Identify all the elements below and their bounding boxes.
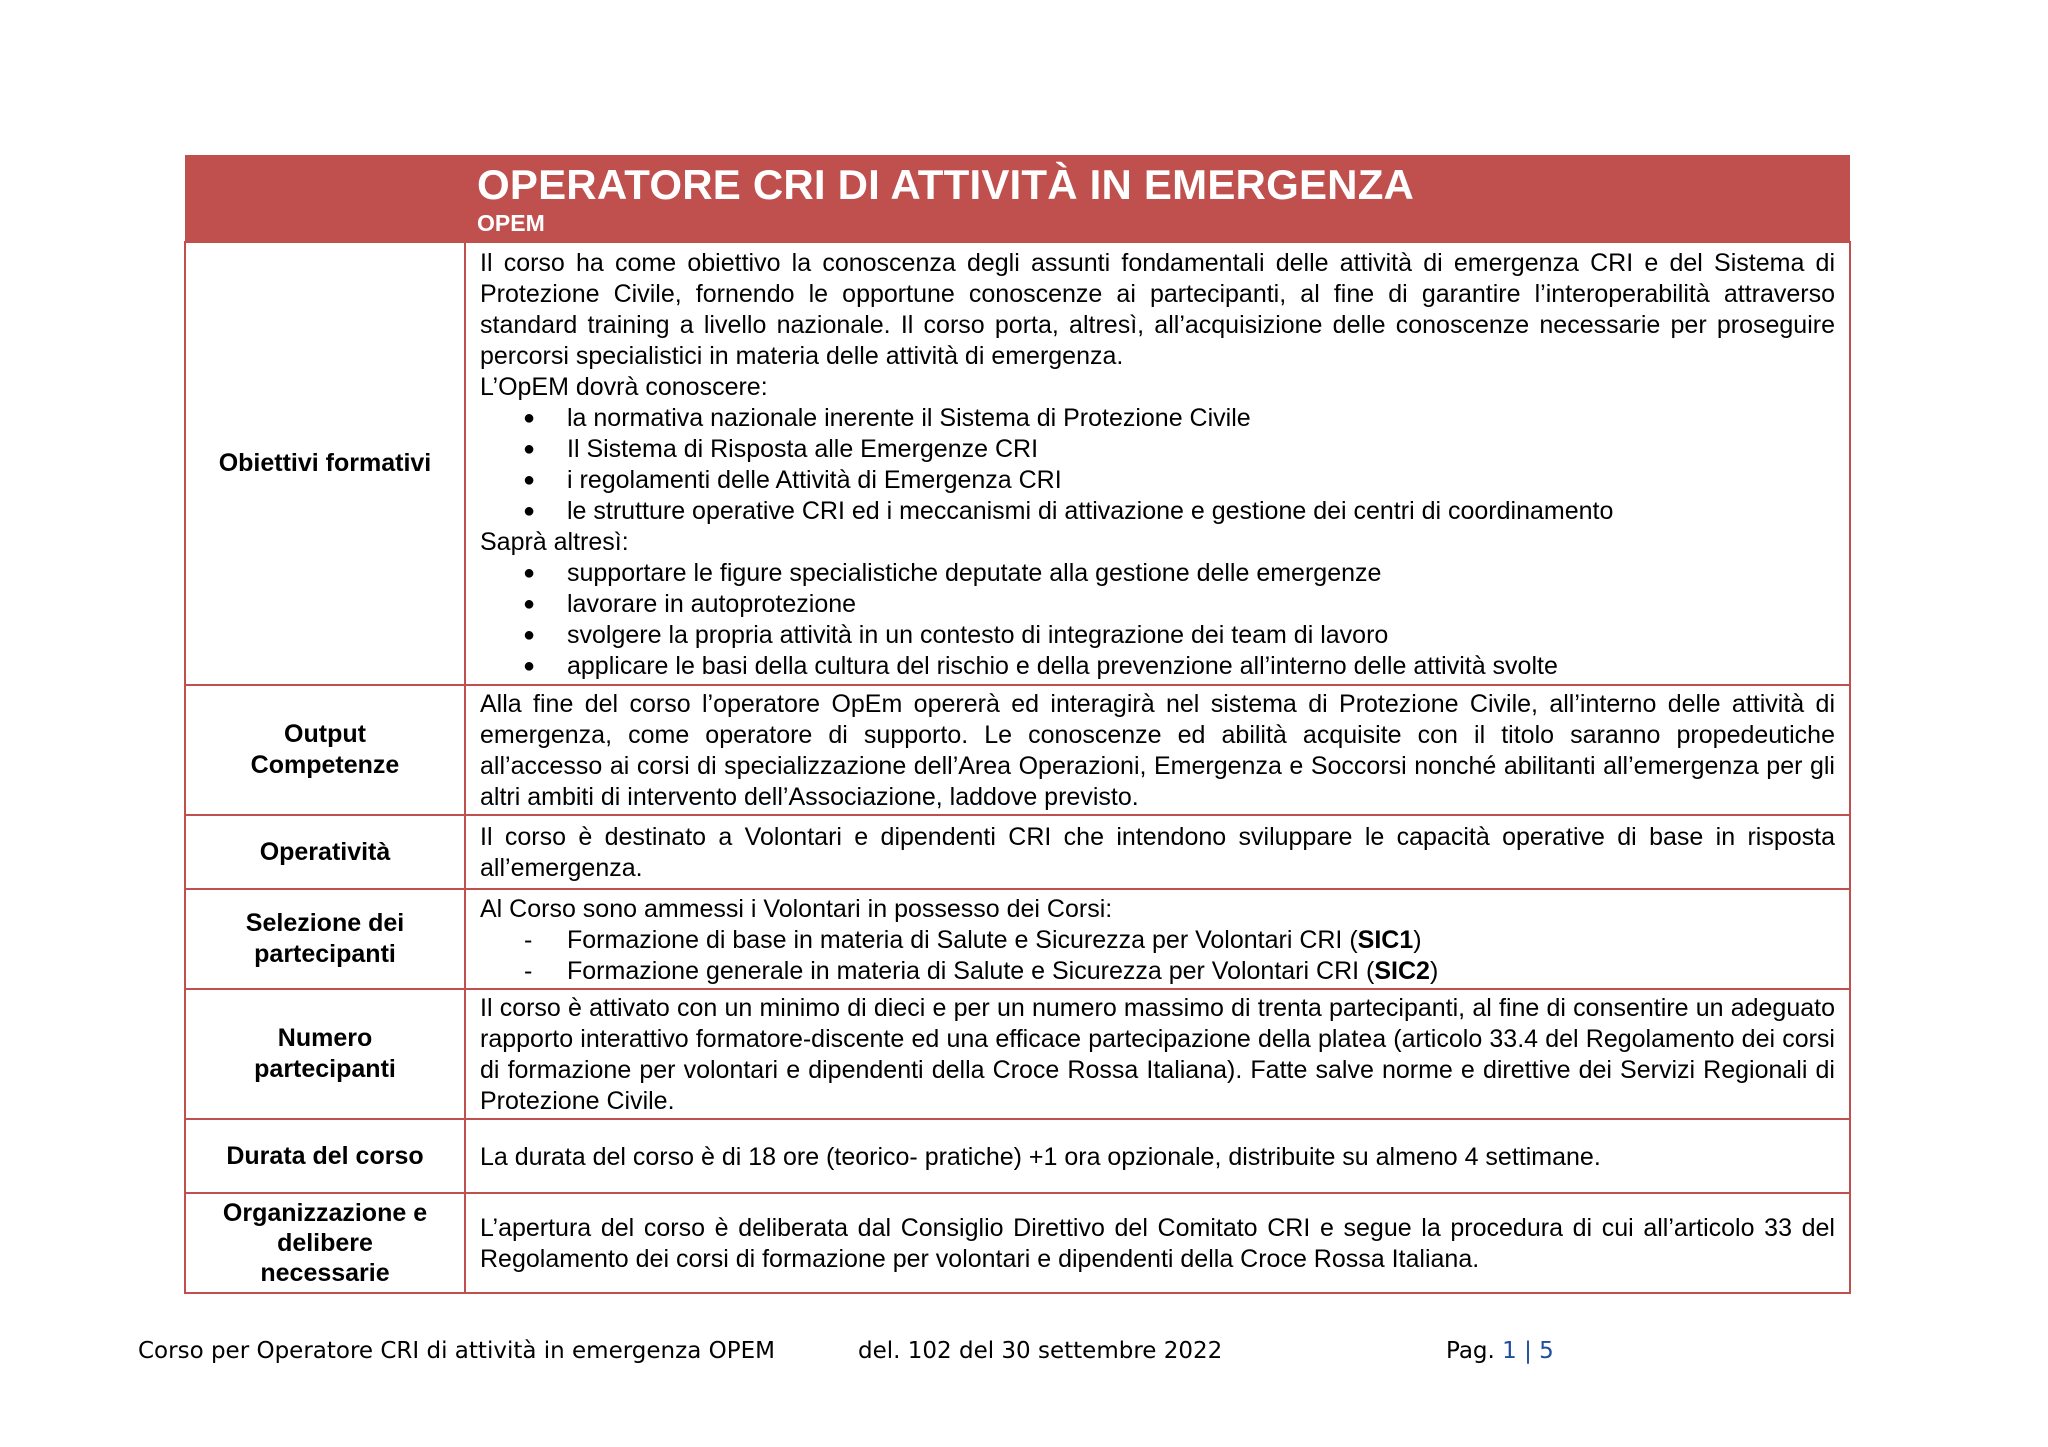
list-item: - Formazione generale in materia di Salute e Sicurezza per Volontari CRI (SIC2) bbox=[524, 956, 1439, 985]
footer-page-number: Pag. 1 | 5 bbox=[1446, 1338, 1554, 1364]
row-content-output: Alla fine del corso l’operatore OpEm opererà ed interagirà nel sistema di Protezione Civile, all’interno delle attività di emergenza, come operatore di supporto. Le conoscenze ed abilità acquisite con il titolo saranno propedeutiche all’accesso ai corsi di specializzazione dell’Area Operazioni, Emergenza e Soccorsi nonché abilitanti all’emergenza per gli altri ambiti di intervento dell’Associazione, laddove previsto. bbox=[465, 685, 1850, 815]
bullet-icon: ● bbox=[523, 437, 536, 460]
row-content-organizzazione: L’apertura del corso è deliberata dal Consiglio Direttivo del Comitato CRI e segue la procedura di cui all’articolo 33 del Regolamento dei corsi di formazione per volontari e dipendenti della Croce Rossa Italiana. bbox=[465, 1193, 1850, 1293]
obiettivi-intro: Il corso ha come obiettivo la conoscenza degli assunti fondamentali delle attività di emergenza CRI e del Sistema di Protezione Civile, fornendo le opportune conoscenze ai partecipanti, al fine di garantire l’interoperabilità attraverso standard training a livello nazionale. Il corso porta, altresì, all’acquisizione delle conoscenze necessarie per proseguire percorsi specialistici in materia delle attività di emergenza. bbox=[480, 248, 1835, 370]
bullet-icon: ● bbox=[523, 623, 536, 646]
course-table bbox=[184, 155, 1851, 1294]
footer-title: Corso per Operatore CRI di attività in emergenza OPEM bbox=[138, 1338, 775, 1364]
list-item: - Formazione di base in materia di Salute e Sicurezza per Volontari CRI (SIC1) bbox=[524, 925, 1422, 954]
row-content-durata: La durata del corso è di 18 ore (teorico- pratiche) +1 ora opzionale, distribuite su almeno 4 settimane. bbox=[465, 1119, 1850, 1193]
page-footer bbox=[138, 1338, 1698, 1372]
header-row bbox=[185, 155, 1850, 242]
obiettivi-list1-heading: L’OpEM dovrà conoscere: bbox=[480, 372, 768, 401]
list-item: ● applicare le basi della cultura del rischio e della prevenzione all’interno delle attività svolte bbox=[523, 651, 1558, 680]
row-organizzazione-delibere bbox=[185, 1193, 1850, 1293]
row-content-selezione bbox=[465, 889, 1850, 989]
obiettivi-list2 bbox=[480, 558, 1835, 682]
bullet-icon: ● bbox=[523, 561, 536, 584]
row-output-competenze bbox=[185, 685, 1850, 815]
row-obiettivi-formativi bbox=[185, 242, 1850, 685]
list-item: ● i regolamenti delle Attività di Emergenza CRI bbox=[523, 465, 1062, 494]
header-left-cell bbox=[185, 155, 465, 242]
list-item: ● lavorare in autoprotezione bbox=[523, 589, 857, 618]
bullet-icon: ● bbox=[523, 654, 536, 677]
obiettivi-list2-heading: Saprà altresì: bbox=[480, 527, 629, 556]
row-operativita bbox=[185, 815, 1850, 889]
bullet-icon: ● bbox=[523, 592, 536, 615]
dash-icon: - bbox=[524, 956, 533, 985]
row-label-obiettivi: Obiettivi formativi bbox=[185, 242, 465, 685]
row-label-numero: Numero partecipanti bbox=[185, 989, 465, 1119]
row-label-output: Output Competenze bbox=[185, 685, 465, 815]
selezione-list bbox=[480, 925, 1835, 987]
list-item: ● supportare le figure specialistiche deputate alla gestione delle emergenze bbox=[523, 558, 1382, 587]
bullet-icon: ● bbox=[523, 406, 536, 429]
selezione-intro: Al Corso sono ammessi i Volontari in possesso dei Corsi: bbox=[480, 894, 1113, 923]
row-content-numero: Il corso è attivato con un minimo di dieci e per un numero massimo di trenta partecipanti, al fine di consentire un adeguato rapporto interattivo formatore-discente ed una efficace partecipazione della platea (articolo 33.4 del Regolamento dei corsi di formazione per volontari e dipendenti della Croce Rossa Italiana). Fatte salve norme e direttive dei Servizi Regionali di Protezione Civile. bbox=[465, 989, 1850, 1119]
obiettivi-list1 bbox=[480, 403, 1835, 527]
row-label-organizzazione: Organizzazione e delibere necessarie bbox=[185, 1193, 465, 1293]
row-label-operativita: Operatività bbox=[185, 815, 465, 889]
row-label-selezione: Selezione dei partecipanti bbox=[185, 889, 465, 989]
list-item: ● Il Sistema di Risposta alle Emergenze CRI bbox=[523, 434, 1039, 463]
dash-icon: - bbox=[524, 925, 533, 954]
list-item: ● le strutture operative CRI ed i meccanismi di attivazione e gestione dei centri di coordinamento bbox=[523, 496, 1614, 525]
footer-delibera: del. 102 del 30 settembre 2022 bbox=[858, 1338, 1223, 1364]
header-title-cell bbox=[465, 155, 1850, 242]
row-selezione-partecipanti bbox=[185, 889, 1850, 989]
bullet-icon: ● bbox=[523, 499, 536, 522]
row-content-operativita: Il corso è destinato a Volontari e dipendenti CRI che intendono sviluppare le capacità operative di base in risposta all’emergenza. bbox=[465, 815, 1850, 889]
row-durata-corso bbox=[185, 1119, 1850, 1193]
document-subtitle: OPEM bbox=[477, 210, 545, 236]
list-item: ● svolgere la propria attività in un contesto di integrazione dei team di lavoro bbox=[523, 620, 1389, 649]
row-numero-partecipanti bbox=[185, 989, 1850, 1119]
list-item: ● la normativa nazionale inerente il Sistema di Protezione Civile bbox=[523, 403, 1251, 432]
row-content-obiettivi bbox=[465, 242, 1850, 685]
row-label-durata: Durata del corso bbox=[185, 1119, 465, 1193]
bullet-icon: ● bbox=[523, 468, 536, 491]
document-title: OPERATORE CRI DI ATTIVITÀ IN EMERGENZA bbox=[477, 161, 1415, 208]
